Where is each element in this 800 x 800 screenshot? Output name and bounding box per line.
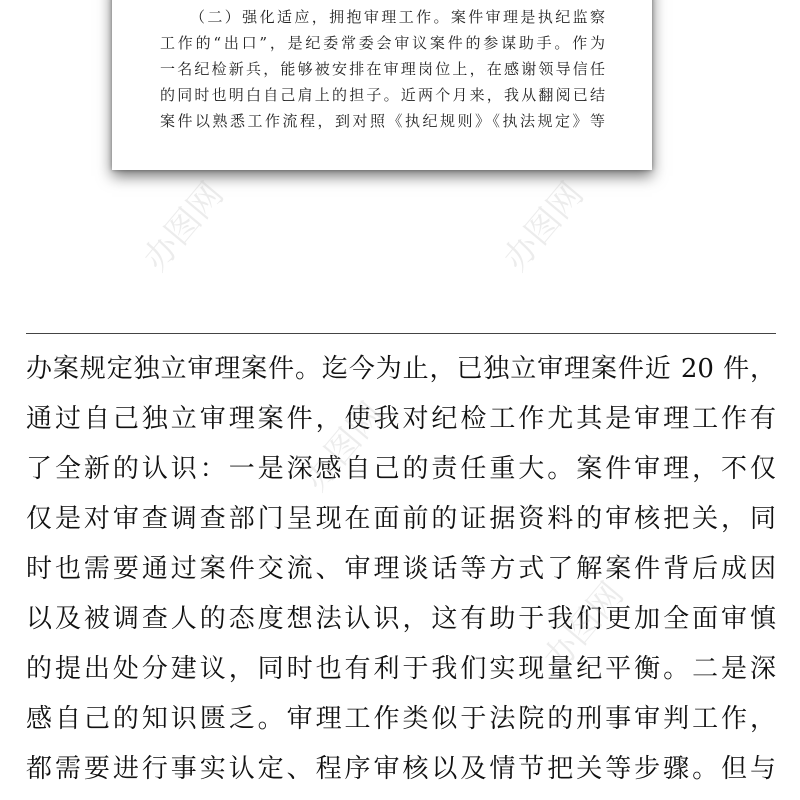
body-line: 仅是对审查调查部门呈现在面前的证据资料的审核把关，同	[26, 504, 776, 534]
body-line: 的提出处分建议，同时也有利于我们实现量纪平衡。二是深	[26, 654, 776, 684]
watermark: 办图网	[495, 174, 592, 279]
body-line: 时也需要通过案件交流、审理谈话等方式了解案件背后成因	[26, 554, 776, 584]
preview-line: 一名纪检新兵，能够被安排在审理岗位上，在感谢领导信任	[160, 60, 605, 78]
watermark: 办图网	[135, 174, 232, 279]
body-line: 通过自己独立审理案件，使我对纪检工作尤其是审理工作有	[26, 404, 776, 434]
body-line: 办案规定独立审理案件。迄今为止，已独立审理案件近 20 件，	[26, 354, 776, 384]
preview-line: （二）强化适应，拥抱审理工作。案件审理是执纪监察	[190, 8, 605, 26]
preview-card	[112, 0, 652, 170]
divider	[26, 333, 776, 334]
body-line: 了全新的认识：一是深感自己的责任重大。案件审理，不仅	[26, 454, 776, 484]
body-line: 都需要进行事实认定、程序审核以及情节把关等步骤。但与	[26, 754, 776, 784]
body-line: 以及被调查人的态度想法认识，这有助于我们更加全面审慎	[26, 604, 776, 634]
watermark: 办图网	[295, 394, 392, 499]
preview-line: 工作的“出口”，是纪委常委会审议案件的参谋助手。作为	[160, 34, 605, 52]
preview-text	[160, 0, 605, 134]
preview-line: 案件以熟悉工作流程，到对照《执纪规则》《执法规定》等	[160, 112, 605, 130]
preview-line: 的同时也明白自己肩上的担子。近两个月来，我从翻阅已结	[160, 86, 605, 104]
body-text	[26, 344, 776, 794]
watermark: 办图网	[535, 574, 632, 679]
body-line: 感自己的知识匮乏。审理工作类似于法院的刑事审判工作，	[26, 704, 776, 734]
